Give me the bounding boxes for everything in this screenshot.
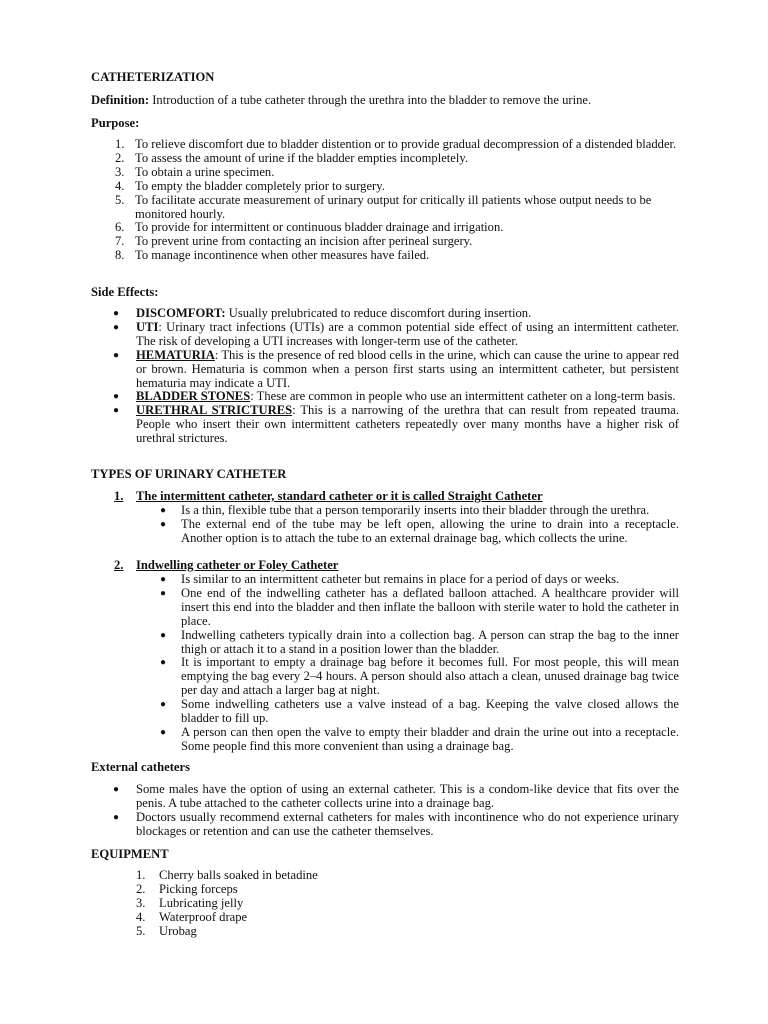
type-point: ● Is similar to an intermittent catheter but remains in place for a period of days or weeks.: [160, 573, 679, 587]
type-point: ● One end of the indwelling catheter has a deflated balloon attached. A healthcare provider will insert this end into the bladder and then inflate the balloon with sterile water to hold the catheter in place.: [160, 587, 679, 629]
type-point: ● Some indwelling catheters use a valve instead of a bag. Keeping the valve closed allows the bladder to fill up.: [160, 698, 679, 726]
side-effect-item: ● DISCOMFORT: Usually prelubricated to reduce discomfort during insertion.: [91, 307, 679, 321]
purpose-item: 3. To obtain a urine specimen.: [115, 164, 275, 179]
type-point: ● A person can then open the valve to empty their bladder and drain the urine out into a receptacle. Some people find this more convenient than using a drainage bag.: [160, 726, 679, 754]
type-points: [160, 504, 679, 546]
definition-text: Introduction of a tube catheter through the urethra into the bladder to remove the urine.: [149, 93, 592, 107]
external-item: ● Some males have the option of using an external catheter. This is a condom-like device that fits over the penis. A tube attached to the catheter collects urine into a drainage bag.: [91, 783, 679, 811]
equipment-item: 1. Cherry balls soaked in betadine: [136, 868, 318, 882]
equipment-item: 4. Waterproof drape: [136, 909, 248, 924]
external-heading: External catheters: [91, 760, 190, 774]
equipment-heading: EQUIPMENT: [91, 847, 169, 861]
type-point: ● Is a thin, flexible tube that a person temporarily inserts into their bladder through the urethra.: [160, 504, 679, 518]
type-point: ● It is important to empty a drainage bag before it becomes full. For most people, this will mean emptying the bag every 2–4 hours. A person should also attach a clean, unused drainage bag twice per day and attach a larger bag at night.: [160, 656, 679, 698]
definition-label: Definition:: [91, 93, 150, 107]
side-effect-item: ● UTI: Urinary tract infections (UTIs) are a common potential side effect of using an intermittent catheter. The risk of developing a UTI increases with longer-term use of the catheter.: [91, 321, 679, 349]
type-number: 2.: [114, 558, 124, 572]
equipment-item: 3. Lubricating jelly: [136, 895, 244, 910]
purpose-list: [91, 138, 679, 263]
purpose-heading: Purpose:: [91, 116, 140, 130]
purpose-item: 6. To provide for intermittent or continuous bladder drainage and irrigation.: [115, 220, 504, 235]
external-item: ● Doctors usually recommend external catheters for males with incontinence who do not experience urinary blockages or retention and can use the catheter themselves.: [91, 811, 679, 839]
purpose-item: 7. To prevent urine from contacting an incision after perineal surgery.: [115, 234, 473, 249]
side-effect-item: ● HEMATURIA: This is the presence of red blood cells in the urine, which can cause the urine to appear red or brown. Hematuria is common when a person first starts using an intermittent catheter, but persistent hematuria may indicate a UTI.: [91, 349, 679, 391]
side-effect-item: ● URETHRAL STRICTURES: This is a narrowing of the urethra that can result from repeated trauma. People who insert their own intermittent catheters repeatedly over many months have a higher risk of urethral strictures.: [91, 404, 679, 446]
purpose-item: 8. To manage incontinence when other measures have failed.: [115, 248, 430, 263]
purpose-item: 4. To empty the bladder completely prior to surgery.: [115, 178, 385, 193]
type-point: ● Indwelling catheters typically drain into a collection bag. A person can strap the bag to the inner thigh or attach it to a stand in a position lower than the bladder.: [160, 629, 679, 657]
document-title: CATHETERIZATION: [91, 70, 215, 84]
purpose-item: 2. To assess the amount of urine if the bladder empties incompletely.: [115, 150, 468, 165]
type-title: The intermittent catheter, standard catheter or it is called Straight Catheter: [136, 489, 543, 503]
types-heading: TYPES OF URINARY CATHETER: [91, 467, 287, 481]
type-point: ● The external end of the tube may be left open, allowing the urine to drain into a receptacle. Another option is to attach the tube to an external drainage bag, which collects the urine.: [160, 518, 679, 546]
type-title: Indwelling catheter or Foley Catheter: [136, 558, 339, 572]
definition-line: [91, 94, 591, 108]
equipment-item: 2. Picking forceps: [136, 881, 238, 896]
type-number: 1.: [114, 489, 124, 503]
type-points: [160, 573, 679, 754]
equipment-list: [136, 869, 536, 939]
side-effects-heading: Side Effects:: [91, 285, 159, 299]
purpose-item: 1. To relieve discomfort due to bladder distention or to provide gradual decompression of a distended bladder.: [115, 137, 677, 151]
side-effect-item: ● BLADDER STONES: These are common in people who use an intermittent catheter on a long-term basis.: [91, 390, 679, 404]
equipment-item: 5. Urobag: [136, 923, 197, 938]
purpose-item: 5. To facilitate accurate measurement of urinary output for critically ill patients whose output needs to be monitored hourly.: [115, 192, 652, 221]
side-effects-list: [91, 307, 679, 446]
external-list: [91, 783, 679, 839]
